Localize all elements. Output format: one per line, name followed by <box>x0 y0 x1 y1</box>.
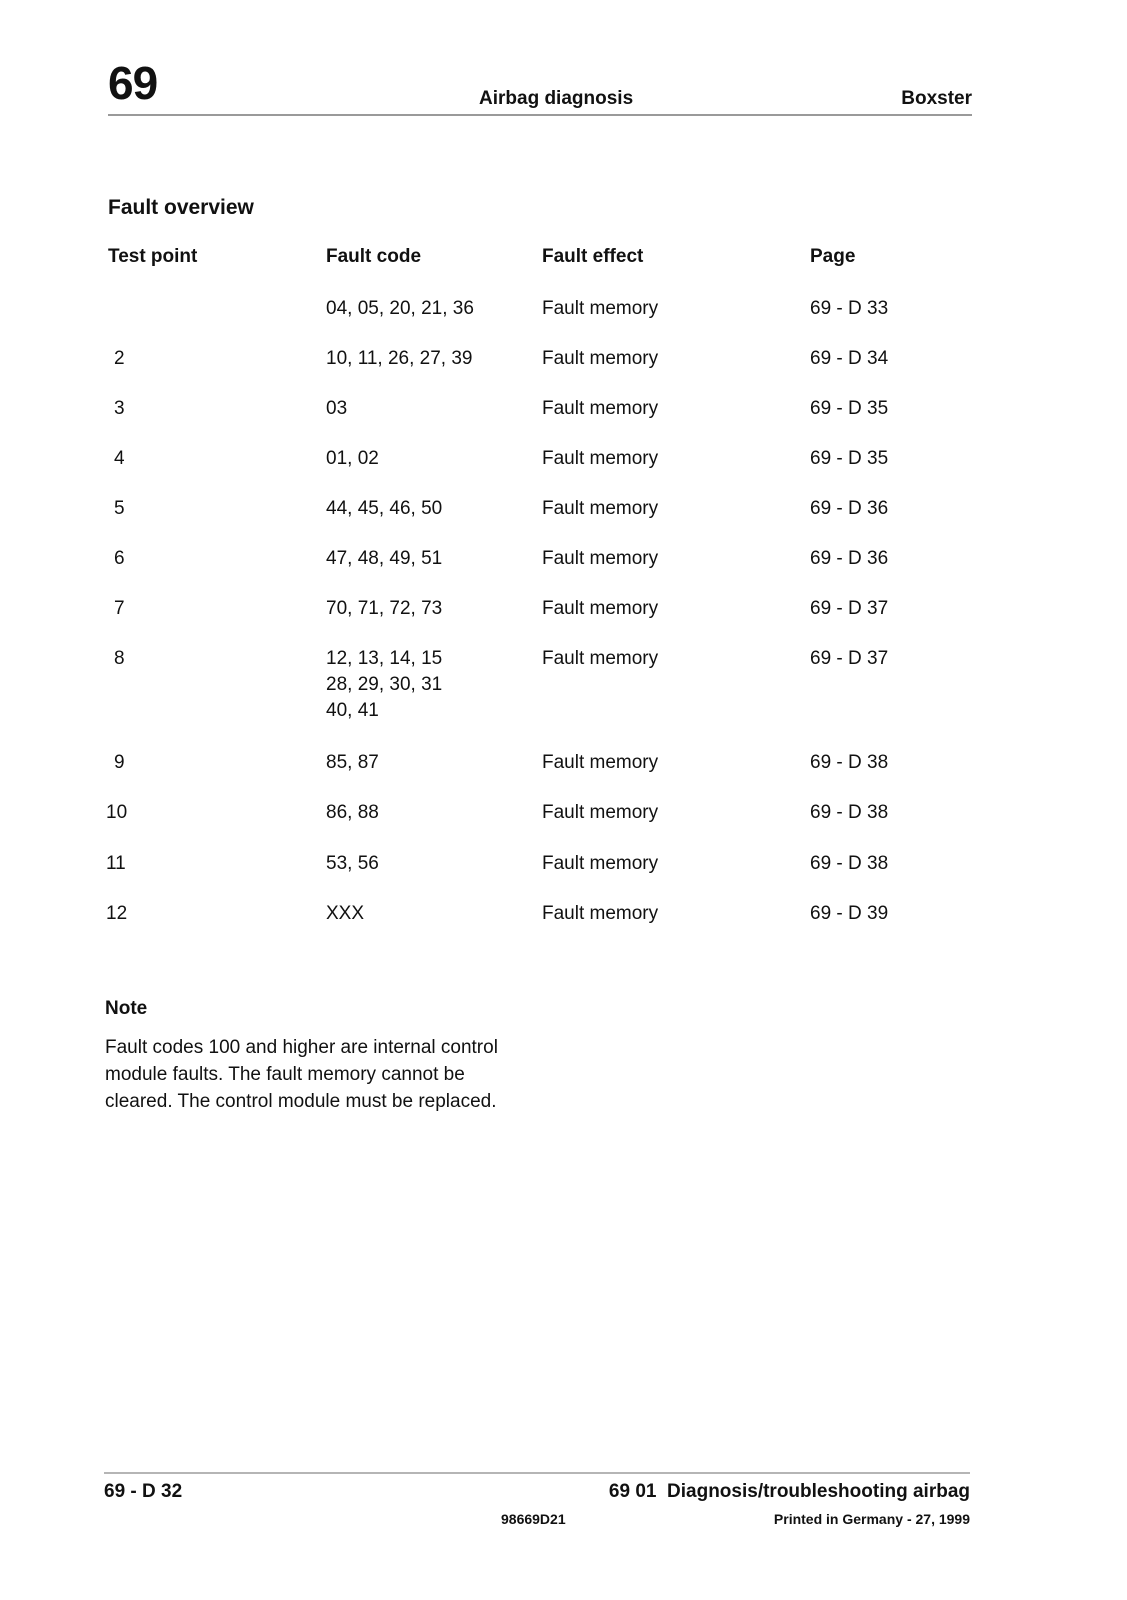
fault-code-cell: 01, 02 <box>326 448 379 469</box>
fault-code-cell: 47, 48, 49, 51 <box>326 548 443 569</box>
fault-code-cell: 44, 45, 46, 50 <box>326 498 443 519</box>
fault-code-cell: 12, 13, 14, 15 <box>326 648 443 669</box>
fault-effect-cell: Fault memory <box>542 448 659 469</box>
fault-code-cell: 85, 87 <box>326 752 379 773</box>
test-point-cell: 6 <box>114 548 125 569</box>
fault-effect-cell: Fault memory <box>542 398 659 419</box>
page-cell: 69 - D 39 <box>810 903 889 924</box>
chapter-number: 69 <box>108 57 158 109</box>
footer-divider <box>104 1472 970 1474</box>
page-cell: 69 - D 34 <box>810 348 889 369</box>
page-cell: 69 - D 35 <box>810 398 889 419</box>
page-cell: 69 - D 33 <box>810 298 889 319</box>
fault-effect-cell: Fault memory <box>542 648 659 669</box>
test-point-cell: 3 <box>114 398 125 419</box>
page-cell: 69 - D 37 <box>810 648 889 669</box>
test-point-cell: 2 <box>114 348 125 369</box>
header-divider <box>108 114 972 116</box>
fault-effect-cell: Fault memory <box>542 598 659 619</box>
test-point-cell: 10 <box>106 802 128 823</box>
test-point-cell: 9 <box>114 752 125 773</box>
fault-code-cell: 10, 11, 26, 27, 39 <box>326 348 473 369</box>
fault-effect-cell: Fault memory <box>542 548 659 569</box>
page-cell: 69 - D 38 <box>810 752 889 773</box>
page-cell: 69 - D 38 <box>810 853 889 874</box>
fault-code-cell: 04, 05, 20, 21, 36 <box>326 298 474 319</box>
fault-effect-cell: Fault memory <box>542 802 659 823</box>
section-title: Fault overview <box>108 196 254 219</box>
footer-document-number: 98669D21 <box>501 1511 566 1527</box>
footer-printed-info: Printed in Germany - 27, 1999 <box>773 1511 970 1527</box>
header-title: Airbag diagnosis <box>479 88 634 109</box>
fault-effect-cell: Fault memory <box>542 498 659 519</box>
fault-code-cell: 70, 71, 72, 73 <box>326 598 443 619</box>
test-point-cell: 8 <box>114 648 125 669</box>
page-cell: 69 - D 36 <box>810 548 889 569</box>
fault-effect-cell: Fault memory <box>542 348 659 369</box>
test-point-cell: 7 <box>114 598 125 619</box>
page-cell: 69 - D 37 <box>810 598 889 619</box>
column-header-fault-code: Fault code <box>326 246 422 267</box>
fault-code-cell: XXX <box>326 903 365 924</box>
test-point-cell: 4 <box>114 448 125 469</box>
fault-code-cell: 03 <box>326 398 348 419</box>
page-cell: 69 - D 38 <box>810 802 889 823</box>
fault-effect-cell: Fault memory <box>542 298 659 319</box>
note-body: Fault codes 100 and higher are internal control module faults. The fault memory cannot be cleared. The control module must be replaced. <box>105 1037 498 1112</box>
fault-code-cell: 86, 88 <box>326 802 379 823</box>
note-title: Note <box>105 998 148 1019</box>
column-header-fault-effect: Fault effect <box>542 246 644 267</box>
fault-code-cell: 53, 56 <box>326 853 379 874</box>
fault-code-cell: 28, 29, 30, 31 <box>326 674 443 695</box>
page-cell: 69 - D 36 <box>810 498 889 519</box>
column-header-test-point: Test point <box>108 246 198 267</box>
test-point-cell: 12 <box>106 903 128 924</box>
fault-effect-cell: Fault memory <box>542 752 659 773</box>
footer-group-title: 69 01 Diagnosis/troubleshooting airbag <box>608 1481 970 1502</box>
fault-effect-cell: Fault memory <box>542 853 659 874</box>
test-point-cell: 5 <box>114 498 125 519</box>
page-cell: 69 - D 35 <box>810 448 889 469</box>
fault-effect-cell: Fault memory <box>542 903 659 924</box>
fault-code-cell: 40, 41 <box>326 700 379 721</box>
column-header-page: Page <box>810 246 856 267</box>
header-model: Boxster <box>901 88 972 109</box>
test-point-cell: 11 <box>106 853 126 874</box>
footer-page-number: 69 - D 32 <box>104 1481 183 1502</box>
